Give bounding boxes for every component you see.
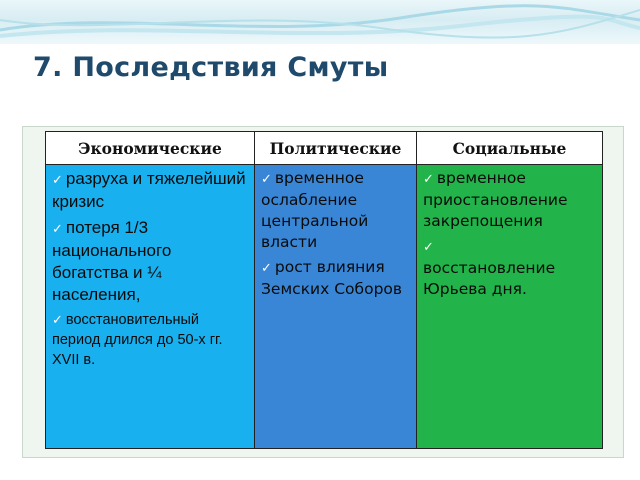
checkmark-icon: ✓ bbox=[52, 312, 63, 327]
list-item: ✓ рост влияния Земских Соборов bbox=[261, 258, 403, 298]
list-item: ✓ потеря 1/3 национального богатства и ¼ населения, bbox=[52, 218, 172, 304]
header-economic: Экономические bbox=[46, 132, 255, 165]
social-cell bbox=[417, 165, 603, 449]
list-item: ✓ временное приостановление закрепощения bbox=[423, 169, 568, 230]
header-band bbox=[0, 0, 640, 44]
wave-decoration-icon bbox=[0, 0, 640, 44]
checkmark-icon: ✓ bbox=[52, 221, 63, 236]
list-item: ✓ разруха и тяжелейший кризис bbox=[52, 169, 246, 211]
slide-title: 7. Последствия Смуты bbox=[33, 52, 389, 83]
header-social: Социальные bbox=[417, 132, 603, 165]
list-item: ✓ временное ослабление центральной власти bbox=[261, 169, 369, 251]
table-body-row bbox=[46, 165, 603, 449]
header-political: Политические bbox=[255, 132, 417, 165]
political-cell bbox=[255, 165, 417, 449]
economic-cell bbox=[46, 165, 255, 449]
list-item: ✓ восстановление Юрьева дня. bbox=[423, 240, 556, 298]
checkmark-icon: ✓ bbox=[423, 240, 434, 255]
consequences-table bbox=[45, 131, 603, 449]
checkmark-icon: ✓ bbox=[261, 172, 272, 187]
checkmark-icon: ✓ bbox=[52, 172, 63, 187]
checkmark-icon: ✓ bbox=[423, 172, 434, 187]
list-item: ✓ восстановительный период длился до 50-х гг. XVII в. bbox=[52, 312, 223, 368]
table-header-row bbox=[46, 132, 603, 165]
checkmark-icon: ✓ bbox=[261, 261, 272, 276]
